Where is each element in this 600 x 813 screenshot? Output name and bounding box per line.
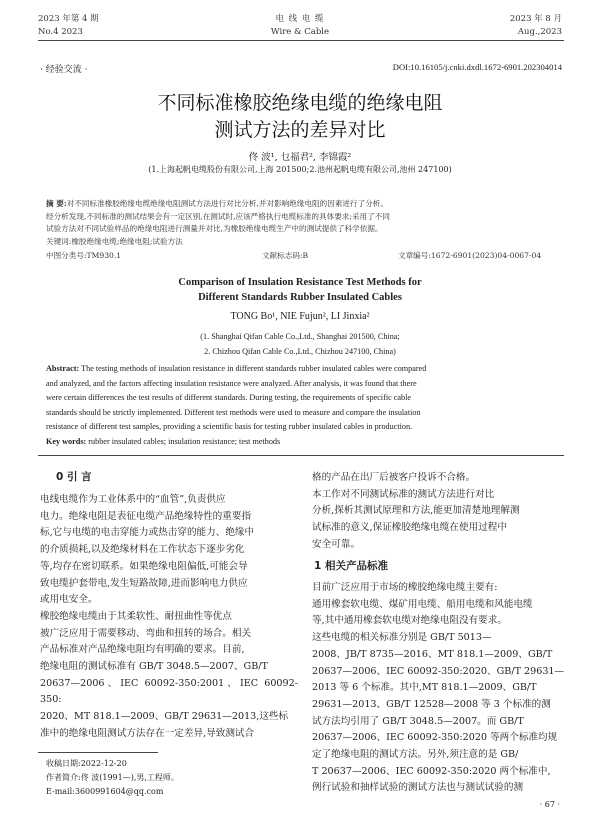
abstract-cn-line: 对不同标准橡胶绝缘电缆绝缘电阻测试方法进行对比分析,并对影响绝缘电阻的因素进行了分析。 [66,199,388,208]
document-code: 文献标志码:B [262,251,309,260]
body-line: 试方法均引用了 GB/T 3048.5—2007。而 GB/T [312,715,524,727]
journal-name-en: Wire & Cable [270,27,330,37]
body-line: 格的产品在出厂后被客户投诉不合格。 [312,472,476,483]
footnote-email: E-mail:3600991604@qq.com [46,787,164,796]
journal-date-en: Aug.,2023 [517,27,562,37]
body-line: 20637—2006、IEC 60092-350:2020、GB/T 29631— [312,665,565,677]
article-number: 文章编号:1672-6901(2023)04-0067-04 [398,251,542,260]
abstract-rule [38,455,564,456]
abstract-en-line: standards should be strictly implemented. Different test methods were used to measure and compare the insulation [46,407,421,417]
footnote-rule [38,752,158,753]
body-line: 29631—2013、GB/T 12528—2008 等 3 个标准的测 [312,698,551,710]
footnote-author: 作者简介:佟 波(1991—),男,工程师。 [46,773,179,782]
footnote-received: 收稿日期:2022-12-20 [46,759,127,768]
abstract-en-label: Abstract: [46,364,80,373]
body-line: 试标准的意义,保证橡胶绝缘电缆在使用过程中 [312,522,507,534]
body-line: 等,其中通用橡套软电缆对绝缘电阻没有要求。 [312,615,507,627]
body-line: 被广泛应用于需要移动、弯曲和扭转的场合。相关 [40,627,252,639]
affiliation-en-line1: (1. Shanghai Qifan Cable Co.,Ltd., Shanghai 201500, China; [200,332,400,341]
page-number: · 67 · [539,800,560,809]
journal-issue-en: No.4 2023 [38,27,83,37]
body-line: 标,它与电缆的电击穿能力或热击穿的能力、绝缘中 [40,527,255,539]
body-line: 分析,探析其测试原理和方法,能更加清楚地理解测 [312,505,520,517]
body-line: 安全可靠。 [312,538,360,550]
page-title-cn-line1: 不同标准橡胶绝缘电缆的绝缘电阻 [157,92,443,114]
standards-paragraph [312,580,566,797]
body-line: 或用电安全。 [40,594,98,606]
body-line: 定了绝缘电阻的测试方法。另外,须注意的是 GB/ [312,749,519,761]
abstract-en-line: resistance of different test samples, providing a scientific basis for testing rubber insulated cables in production. [46,422,413,431]
body-line: 电线电缆作为工业体系中的“血管”,负责供应 [40,494,226,505]
body-line: 绝缘电阻的测试标准有 GB/T 3048.5—2007、GB/T [40,661,268,673]
body-line: 的介质损耗,以及绝缘材料在工作状态下逐步劣化 [40,544,245,556]
abstract-cn [46,198,566,236]
body-line: 等,均存在密切联系。如果绝缘电阻偏低,可能会导 [40,560,248,572]
keywords-en-label: Key words: [46,436,87,446]
body-line: 例行试验和抽样试验的测试方法也与测试试验的测 [312,782,524,794]
body-line: 2008、JB/T 8735—2016、MT 818.1—2009、GB/T [312,648,553,660]
clc-number: 中图分类号:TM930.1 [46,251,122,260]
authors-en: TONG Bo¹, NIE Fujun², LI Jinxia² [230,311,370,322]
header-rule [38,40,564,41]
keywords-en: rubber insulated cables; insulation resistance; test methods [88,436,281,446]
body-line: 本工作对不同测试标准的测试方法进行对比 [312,488,495,500]
abstract-en-line: and analyzed, and the factors affecting insulation resistance were analyzed. After analysis, it was found that there [46,378,417,388]
affiliation-cn: (1.上海起帆电缆股份有限公司,上海 201500;2.池州起帆电缆有限公司,池州 247100) [148,165,452,174]
body-line: 致电缆护套带电,发生短路故障,进而影响电力供应 [40,577,248,589]
body-line: 20637—2006、IEC 60092-350:2020 等两个标准均规 [312,732,558,744]
page-title-en-line2: Different Standards Rubber Insulated Cables [198,292,402,303]
abstract-en-line: were certain differences the test results of different standards. During testing, the requirements of specific cable [46,393,412,402]
body-line: 通用橡套软电缆、煤矿用电缆、船用电缆和风能电缆 [312,598,533,610]
body-line: 橡胶绝缘电缆由于其柔软性、耐扭曲性等优点 [40,610,232,622]
abstract-en [46,362,566,449]
affiliation-en-line2: 2. Chizhou Qifan Cable Co.,Ltd., Chizhou 247100, China) [204,347,396,356]
keywords-cn: 关键词:橡胶绝缘电缆;绝缘电阻;试验方法 [46,237,183,246]
abstract-cn-line: 经分析发现,不同标准的测试结果会有一定区别,在测试时,应该严格执行电缆标准的具体要求;采用了不同 [46,211,390,221]
journal-date-cn: 2023 年 8 月 [509,14,562,24]
body-line: T 20637—2006、IEC 60092-350:2020 两个标准中, [312,765,551,777]
intro-paragraph-continued [312,470,566,554]
column-label: · 经验交流 · [40,65,88,75]
body-line: 20637—2006、IEC 60092-350:2001、IEC 60092-350: [40,677,298,706]
intro-paragraph [40,492,298,743]
body-line: 这些电缆的相关标准分别是 GB/T 5013— [312,632,492,644]
page-title-en-line1: Comparison of Insulation Resistance Test Methods for [178,277,422,288]
journal-issue-cn: 2023 年第 4 期 [38,14,99,24]
body-line: 目前广泛应用于市场的橡胶绝缘电缆主要有: [312,582,498,593]
section-1-heading: 1 相关产品标准 [314,560,388,572]
abstract-cn-label: 摘 要: [46,199,67,208]
doi: DOI:10.16105/j.cnki.dxdl.1672-6901.202304014 [392,62,562,72]
journal-name-cn: 电 线 电 缆 [275,14,325,24]
body-line: 准中的绝缘电阻测试方法存在一定差异,导致测试合 [40,727,255,739]
body-line: 产品标准对产品绝缘电阻均有明确的要求。目前, [40,644,245,656]
body-line: 电力。绝缘电阻是表征电缆产品绝缘特性的重要指 [40,510,252,522]
body-line: 2013 等 6 个标准。其中,MT 818.1—2009、GB/T [312,682,537,694]
abstract-en-line: The testing methods of insulation resistance in different standards rubber insulated cables were compared [81,364,427,373]
section-0-heading: 0 引 言 [56,471,92,483]
authors-cn: 佟 波¹, 乜福君², 李锦霞² [248,152,352,163]
abstract-cn-line: 试验方法对不同试验样品的绝缘电阻进行测量并对比,为橡胶绝缘电缆生产中的测试提供了科学依据。 [46,224,383,233]
body-line: 2020、MT 818.1—2009、GB/T 29631—2013,这些标 [40,711,289,723]
page-title-cn-line2: 测试方法的差异对比 [214,119,386,141]
